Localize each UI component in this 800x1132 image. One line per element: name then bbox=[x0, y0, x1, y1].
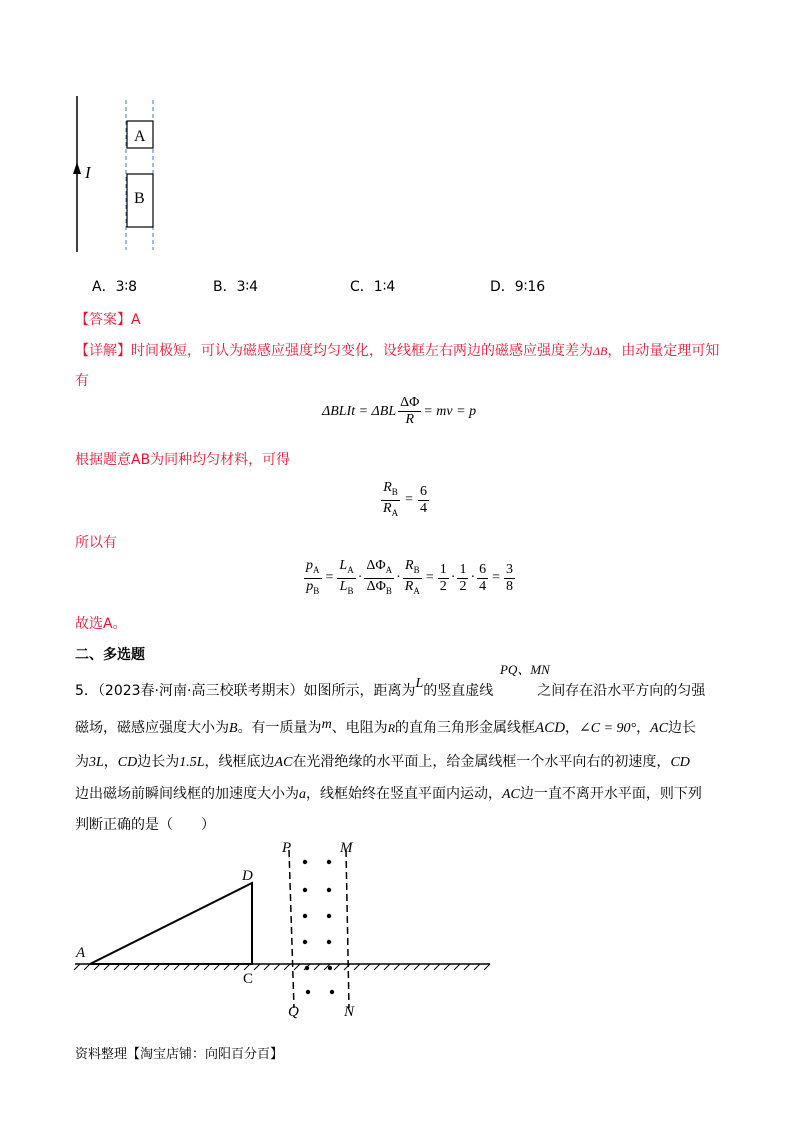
option-a: A．3∶8 bbox=[92, 279, 138, 295]
answer-line: 【答案】A bbox=[75, 312, 141, 328]
vertex-c-label: C bbox=[243, 971, 254, 987]
current-label: I bbox=[85, 163, 91, 182]
detail-text-2: 根据题意AB为同种均匀材料，可得 bbox=[75, 452, 291, 468]
vertex-d-label: D bbox=[242, 868, 253, 884]
detail-text-4: 故选A。 bbox=[75, 616, 127, 632]
boundary-pq bbox=[289, 850, 294, 1008]
field-dots bbox=[303, 860, 334, 994]
equation-resistance-ratio: $\frac{R_B}{R_A}$ = $\frac{6}{4}$ bbox=[383, 480, 427, 518]
option-b: B．3∶4 bbox=[213, 279, 259, 295]
triangle-frame bbox=[90, 883, 252, 964]
boundary-p-label: P bbox=[282, 840, 292, 856]
footer-text: 资料整理【淘宝店铺：向阳百分百】 bbox=[75, 1047, 284, 1062]
boundary-q-label: Q bbox=[288, 1004, 299, 1020]
boundary-n-label: N bbox=[344, 1004, 355, 1020]
option-c: C．1∶4 bbox=[350, 279, 396, 295]
boundary-m-label: M bbox=[340, 840, 353, 856]
current-arrow-icon bbox=[73, 162, 81, 174]
question5-line-5: 判断正确的是（ ） bbox=[75, 817, 215, 833]
question5-line-3: 为3L，CD边长为1.5L，线框底边AC在光滑绝缘的水平面上，给金属线框一个水平向右的初速度，CD bbox=[75, 754, 690, 770]
question5-line-1: 5．（2023春·河南·高三校联考期末）如图所示，距离为L的竖直虚线 之间存在沿水平方向的匀强 bbox=[75, 676, 706, 699]
option-d: D．9∶16 bbox=[490, 279, 546, 295]
detail-text-3: 所以有 bbox=[75, 535, 117, 551]
detail-line-1: 【详解】时间极短，可认为磁感应强度均匀变化，设线框左右两边的磁感应强度差为ΔB，由动量定理可知 bbox=[75, 343, 720, 359]
equation-momentum-ratio: $\frac{p_A}{p_B}$ = $\frac{L_A}{L_B}$ · $\frac{\Delta\Phi_A}{\Delta\Phi_B}$ · $\frac{R_B}{R_A}$ = $\frac{1}{2}$ · $\frac{1}{2}$ · $\frac{6}{4}$ = $\frac{3}{8}$ bbox=[306, 558, 514, 596]
question5-pq-mn: PQ、MN bbox=[500, 662, 550, 677]
section-title: 二、多选题 bbox=[75, 647, 145, 663]
boundary-mn bbox=[346, 850, 349, 1008]
question5-line-2: 磁场，磁感应强度大小为B。有一质量为m、电阻为R的直角三角形金属线框ACD，∠C = 90°，AC边长 bbox=[75, 717, 697, 736]
equation-momentum: ΔBLIt = ΔBL $\frac{\Delta\Phi}{R}$ = mv = p bbox=[322, 395, 477, 427]
loop-b-label: B bbox=[134, 190, 145, 207]
loop-a-label: A bbox=[134, 128, 146, 145]
detail-line-2: 有 bbox=[75, 373, 89, 389]
question5-line-4: 边出磁场前瞬间线框的加速度大小为a，线框始终在竖直平面内运动，AC边一直不离开水平面，则下列 bbox=[75, 786, 702, 802]
vertex-a-label: A bbox=[76, 945, 86, 961]
figure-triangle-frame-field bbox=[70, 838, 500, 1030]
figure-wire-and-loops bbox=[60, 90, 180, 260]
